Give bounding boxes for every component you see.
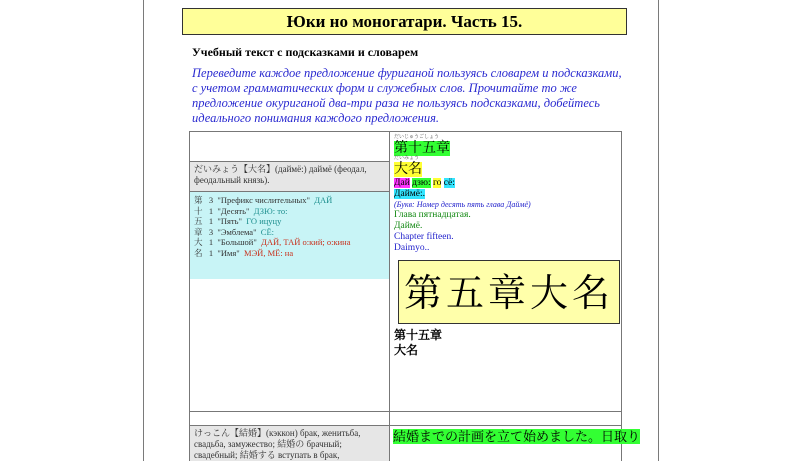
translation-en-2: Daimyo.. xyxy=(394,243,430,253)
chapter-kanji: 第十五章 xyxy=(394,328,443,342)
literal-translation: (Букв: Номер десять пять глава Даймё) xyxy=(394,200,531,209)
heading-kanji-2: 大名 xyxy=(394,162,422,177)
daimyo-kanji: 大名 xyxy=(394,343,419,357)
empty-cell-right-2 xyxy=(390,412,622,426)
translation-ru-2: Даймё. xyxy=(394,221,423,231)
empty-cell-left-2 xyxy=(190,412,390,426)
furigana-1: だいじゅうごしょう xyxy=(394,135,440,140)
romaji-line: Дай дзю: го сё: xyxy=(394,178,455,188)
translation-ru-1: Глава пятнадцатая. xyxy=(394,210,471,220)
furigana-2: だいみょう xyxy=(394,156,420,161)
translation-en-1: Chapter fifteen. xyxy=(394,232,454,242)
kanji-cell xyxy=(190,192,390,412)
kanji-row: 大 1 "Большой" ДАЙ, ТАЙ о:кий; о:кина xyxy=(194,237,351,247)
sentence-cell xyxy=(390,132,622,412)
kanji-row: 十 1 "Десять" ДЗЮ: то: xyxy=(194,205,288,216)
kanji-table xyxy=(190,192,389,279)
page-title: Юки но моногатари. Часть 15. xyxy=(182,8,627,35)
empty-cell-left xyxy=(190,132,390,162)
subtitle: Учебный текст с подсказками и словарем xyxy=(192,45,419,59)
dictionary-entry-kekkon: けっこん【結婚】(кэккон) брак, женитьба, свадьба, замужество; 結婚の брачный; свадебный; 結婚する вступать в брак, xyxy=(190,426,390,461)
instructions: Переведите каждое предложение фуриганой пользуясь словарем и подсказками, с учетом грамматических форм и служебных слов. Прочитайте то же предложение окуриганой два-три раза не пользуясь подсказками, добейтесь идеального понимания каждого предложения. xyxy=(192,66,622,125)
kanji-row: 章 3 "Эмблема" СЁ: xyxy=(194,226,275,237)
next-sentence: 結婚までの計画を立て始めました。日取り xyxy=(390,426,622,461)
lesson-table xyxy=(189,131,641,461)
kanji-row: 五 1 "Пять" ГО ицуцу xyxy=(194,216,282,226)
calligraphy-kanji: 第五章大名 xyxy=(398,260,620,324)
dictionary-entry-daimyo: だいみょう【大名】(даймё:) даймё (феодал, феодальный князь). xyxy=(190,162,390,192)
kanji-row: 第 3 "Префикс числительных" ДАЙ xyxy=(194,195,333,205)
document-page xyxy=(143,0,659,461)
heading-kanji-1: 第十五章 xyxy=(394,141,450,156)
kanji-row: 名 1 "Имя" МЭЙ, МЁ: на xyxy=(194,247,294,258)
daimyo-romaji: Даймё:. xyxy=(394,189,426,199)
